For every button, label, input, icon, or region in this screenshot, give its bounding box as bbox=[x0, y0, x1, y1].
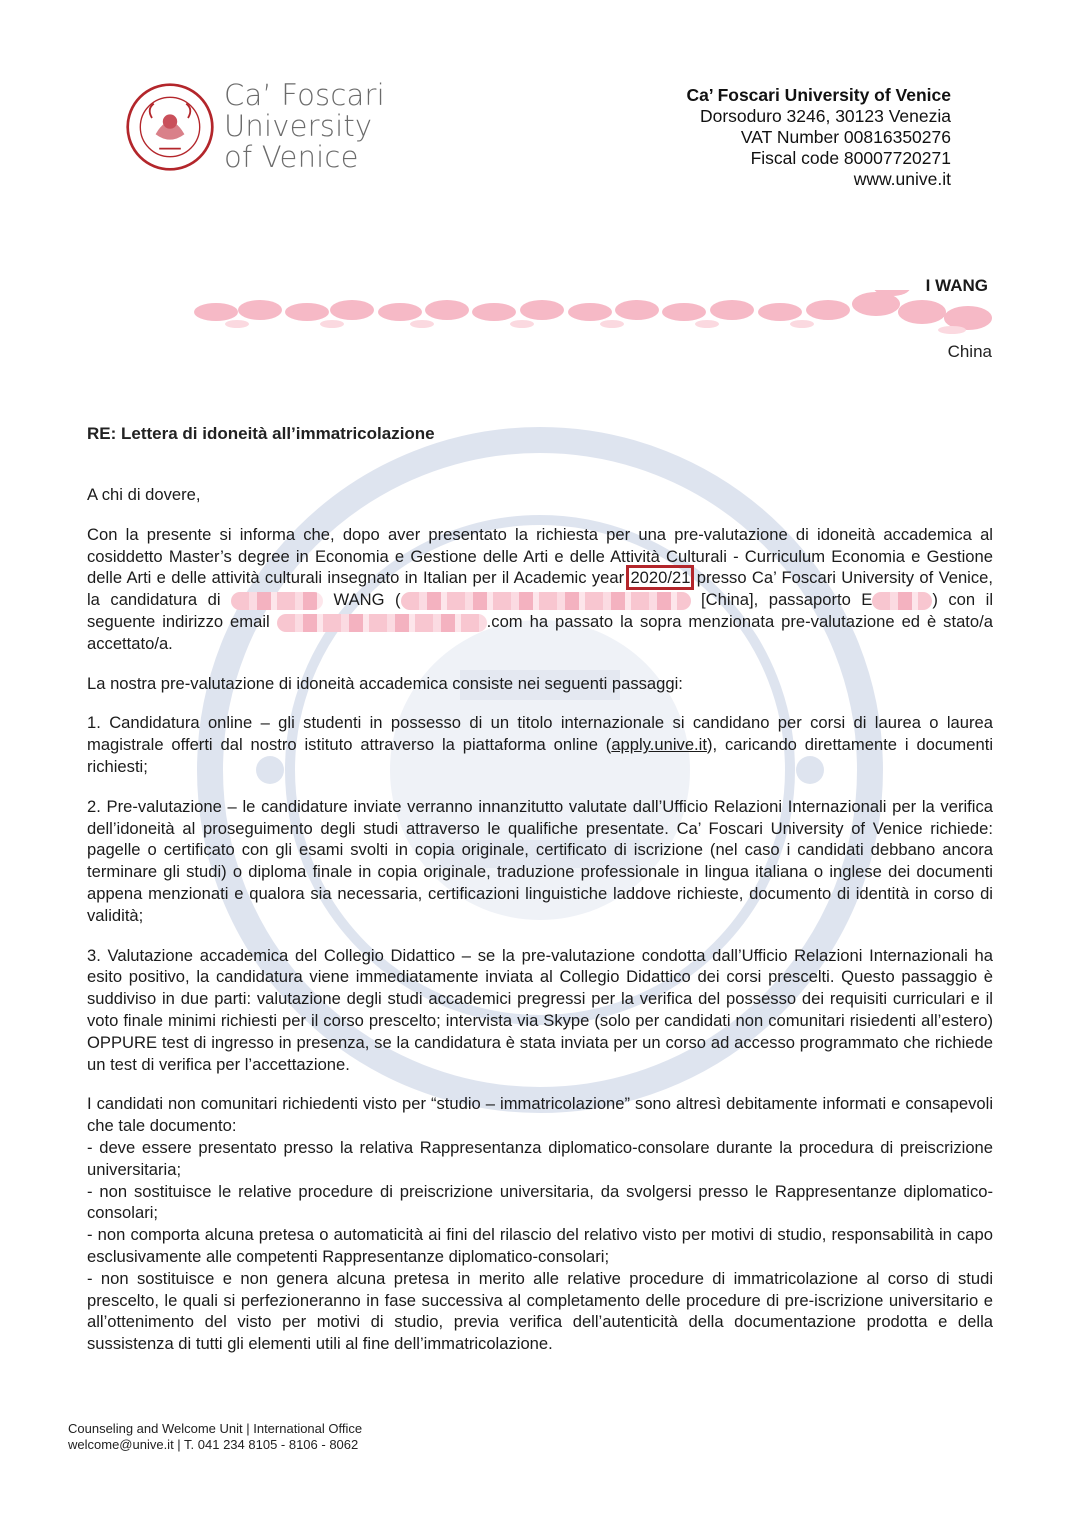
address-website: www.unive.it bbox=[853, 169, 951, 189]
logo-line-2: University bbox=[224, 109, 373, 143]
visa-notice-item: - non comporta alcuna pretesa o automaticità ai fini del rilascio del relativo visto per motivi di studio, responsabilità in capo esclusivamente alle competenti Rappresentanze diplomatico-consolari; bbox=[87, 1225, 993, 1266]
visa-notice-item: - deve essere presentato presso la relativa Rappresentanza diplomatico-consolare durante la procedura di preiscrizione universitaria; bbox=[87, 1137, 993, 1179]
redacted-firstname bbox=[231, 592, 323, 610]
p1-part-c: WANG ( bbox=[323, 590, 401, 610]
redacted-address bbox=[192, 290, 1002, 334]
paragraph-step-3: 3. Valutazione accademica del Collegio Didattico – se la pre-valutazione condotta dall’Ufficio Relazioni Internazionali ha esito positivo, la candidatura viene immediatamente inviata al Collegio Didattico dei corsi prescelti. Questo passaggio è suddiviso in due parti: valutazione degli studi accademici pregressi per la verifica del possesso dei requisiti curriculari e il voto finale minimi richiesti per il corso prescelto; intervista via Skype (solo per candidati non comunitari risiedenti all’estero) OPPURE test di ingresso in presenza, se la candidatura è stata inviata per un corso ad accesso programmato che richiede un test di verifica per l’accettazione. bbox=[87, 945, 993, 1074]
p1-part-d: [China], passaporto E bbox=[690, 590, 873, 610]
p1-part-a: Con la presente si informa che, dopo aver presentato la richiesta per una pre-valutazione di idoneità accademica al cosiddetto Master’s degree in Economia e Gestione delle Arti e delle Attività Culturali - Curriculum Economia e Gestione delle Arti e delle attività culturali insegnato in Italian per il Academic year bbox=[87, 524, 993, 588]
p1-part-f: .com ha passato la sopra menzionata pre-valutazione ed è stato/a accettato/a. bbox=[87, 611, 993, 653]
paragraph-steps-intro: La nostra pre-valutazione di idoneità accademica consiste nei seguenti passaggi: bbox=[87, 673, 683, 693]
address-street: Dorsoduro 3246, 30123 Venezia bbox=[699, 106, 951, 126]
redacted-passport bbox=[872, 592, 932, 610]
visa-notice-intro: I candidati non comunitari richiedenti visto per “studio – immatricolazione” sono altresì debitamente informati e consapevoli che tale documento: bbox=[87, 1094, 993, 1136]
letter-subject bbox=[87, 424, 435, 444]
p1-part-e: ) con il seguente indirizzo email bbox=[87, 590, 994, 631]
visa-notice-item: - non sostituisce le relative procedure di preiscrizione universitaria, da svolgersi presso le Rappresentanze diplomatico-consolari; bbox=[87, 1181, 993, 1223]
paragraph-step-2: 2. Pre-valutazione – le candidature inviate verranno innanzitutto valutate dall’Ufficio Relazioni Internazionali per la verifica dell’idoneità al proseguimento degli studi attraverso le qualifiche presentate. Ca’ Foscari University of Venice richiede: pagelle o certificato con gli esami svolti in copia originale, certificato di iscrizione (nel caso i candidati debbano ancora terminare gli studi) o diploma finale in copia originale, traduzione professionale in lingua italiana o inglese dei documenti appena menzionati e qualora sia necessaria, certificazioni linguistiche laddove richieste, documento di identità in corso di validità; bbox=[87, 796, 993, 925]
redacted-email bbox=[277, 614, 487, 632]
footer-office: Counseling and Welcome Unit | International Office bbox=[68, 1421, 363, 1436]
academic-year-highlight: 2020/21 bbox=[630, 568, 691, 588]
university-name: Ca’ Foscari University of Venice bbox=[686, 85, 951, 105]
visa-notice bbox=[87, 1093, 993, 1355]
paragraph-step-1 bbox=[87, 712, 993, 777]
apply-link[interactable]: apply.unive.it bbox=[611, 735, 707, 755]
visa-notice-item: - non sostituisce e non genera alcuna pretesa in merito alle relative procedure di immatricolazione al corso di studi prescelto, le quali si perfezioneranno in fase successiva al completamento delle procedure di pre-iscrizione universitario e all’ottenimento del visto per motivi di studio, previa verifica dell’autenticità della documentazione prodotta e della sussistenza di tutti gli elementi utili al fine dell’immatricolazione. bbox=[87, 1268, 993, 1354]
subject-re: RE bbox=[87, 424, 111, 443]
p3-part-a: 1. Candidatura online – gli studenti in possesso di un titolo internazionale si candidano per corsi di laurea o laurea magistrale offerti dal nostro istituto attraverso la piattaforma online ( bbox=[87, 713, 993, 755]
p1-part-b: presso Ca’ Foscari University of Venice, la candidatura di bbox=[87, 568, 993, 610]
address-vat: VAT Number 00816350276 bbox=[740, 127, 951, 147]
university-seal-logo bbox=[125, 82, 215, 172]
logo-line-3: of Venice bbox=[224, 140, 359, 174]
paragraph-acceptance bbox=[87, 524, 993, 655]
logo-wordmark bbox=[224, 80, 385, 173]
letter-body bbox=[87, 484, 993, 1355]
subject-text: : Lettera di idoneità all’immatricolazione bbox=[110, 424, 435, 443]
recipient-name: I WANG bbox=[925, 276, 988, 295]
page-footer bbox=[68, 1421, 362, 1453]
p3-part-b: ), caricando direttamente i documenti richiesti; bbox=[87, 735, 994, 776]
logo-line-1: Ca’ Foscari bbox=[224, 78, 385, 112]
address-fiscal: Fiscal code 80007720271 bbox=[750, 148, 951, 168]
recipient-country: China bbox=[947, 342, 992, 361]
footer-contact: welcome@unive.it | T. 041 234 8105 - 8106 - 8062 bbox=[68, 1437, 359, 1452]
redacted-details bbox=[401, 592, 691, 610]
university-address bbox=[686, 85, 951, 190]
salutation: A chi di dovere, bbox=[87, 485, 201, 504]
